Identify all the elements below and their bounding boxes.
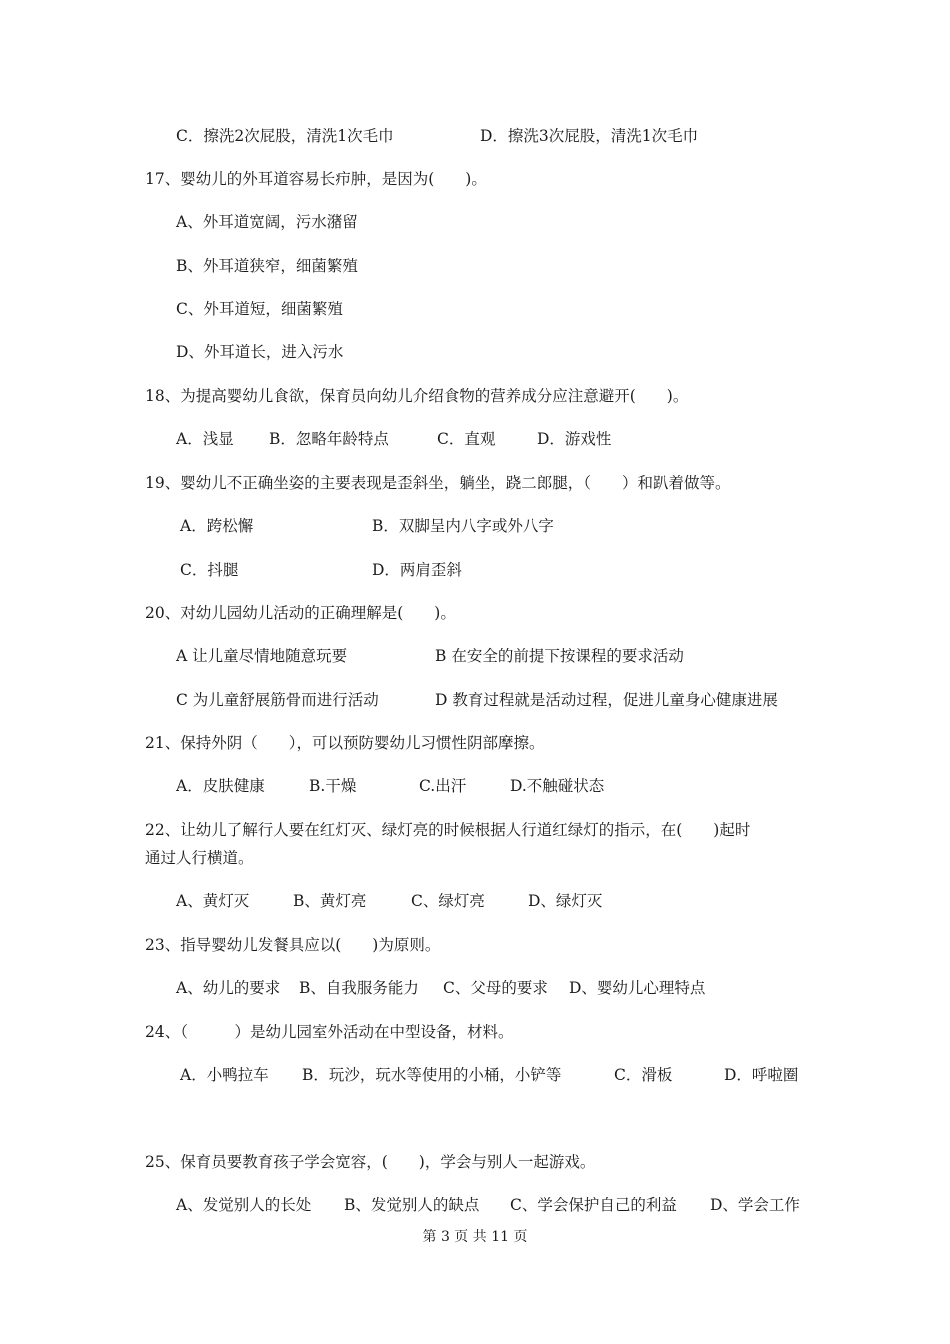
- option-c: C．直观: [437, 430, 496, 448]
- option-a: A、黄灯灭: [176, 892, 250, 910]
- option-a: A、发觉别人的长处: [176, 1196, 312, 1214]
- question-19: 19、婴幼儿不正确坐姿的主要表现是歪斜坐，躺坐，跷二郎腿，（ ）和趴着做等。: [145, 474, 731, 492]
- question-25: 25、保育员要教育孩子学会宽容，( )，学会与别人一起游戏。: [145, 1153, 596, 1171]
- option-b: B．双脚呈内八字或外八字: [372, 517, 554, 535]
- option-a: A．小鸭拉车: [180, 1066, 269, 1084]
- option-d: D、婴幼儿心理特点: [569, 979, 706, 997]
- option-d: D．游戏性: [537, 430, 612, 448]
- option-c: C．滑板: [614, 1066, 673, 1084]
- question-20: 20、对幼儿园幼儿活动的正确理解是( )。: [145, 604, 456, 622]
- option-d: D．两肩歪斜: [372, 561, 462, 579]
- option-a: A．浅显: [176, 430, 234, 448]
- question-17: 17、婴幼儿的外耳道容易长疖肿，是因为( )。: [145, 170, 487, 188]
- option-b: B．忽略年龄特点: [269, 430, 389, 448]
- option-b: B、外耳道狭窄，细菌繁殖: [176, 257, 358, 275]
- option-c: C．抖腿: [180, 561, 239, 579]
- question-18: 18、为提高婴幼儿食欲，保育员向幼儿介绍食物的营养成分应注意避开( )。: [145, 387, 689, 405]
- question-23: 23、指导婴幼儿发餐具应以( )为原则。: [145, 936, 441, 954]
- option-d: D、外耳道长，进入污水: [176, 343, 344, 361]
- option-c: C、绿灯亮: [411, 892, 485, 910]
- option-b: B、发觉别人的缺点: [344, 1196, 480, 1214]
- option-a: A、幼儿的要求: [176, 979, 281, 997]
- option-d: D 教育过程就是活动过程，促进儿童身心健康进展: [435, 691, 778, 709]
- option-a: A．跨松懈: [180, 517, 254, 535]
- question-24: 24、（ ）是幼儿园室外活动在中型设备，材料。: [145, 1023, 514, 1041]
- option-b: B、自我服务能力: [299, 979, 419, 997]
- option-a: A、外耳道宽阔，污水潴留: [176, 213, 358, 231]
- option-b: B.干燥: [309, 777, 357, 795]
- page-number: 第 3 页 共 11 页: [422, 1229, 528, 1245]
- option-c: C、父母的要求: [443, 979, 548, 997]
- option-d: D、学会工作: [710, 1196, 800, 1214]
- option-d: D．呼啦圈: [724, 1066, 799, 1084]
- option-d: D.不触碰状态: [510, 777, 605, 795]
- option-c: C、外耳道短，细菌繁殖: [176, 300, 343, 318]
- option-b: B 在安全的前提下按课程的要求活动: [435, 647, 684, 665]
- option-c: C.出汗: [419, 777, 467, 795]
- option-c: C 为儿童舒展筋骨而进行活动: [176, 691, 379, 709]
- option-d: D．擦洗3次屁股，清洗1次毛巾: [480, 127, 699, 145]
- option-b: B、黄灯亮: [293, 892, 367, 910]
- option-d: D、绿灯灭: [528, 892, 603, 910]
- option-a: A 让儿童尽情地随意玩要: [176, 647, 348, 665]
- option-b: B．玩沙，玩水等使用的小桶，小铲等: [302, 1066, 562, 1084]
- question-22-cont: 通过人行横道。: [145, 849, 254, 867]
- question-22: 22、让幼儿了解行人要在红灯灭、绿灯亮的时候根据人行道红绿灯的指示，在( )起时: [145, 821, 751, 839]
- option-c: C．擦洗2次屁股，清洗1次毛巾: [176, 127, 394, 145]
- option-c: C、学会保护自己的利益: [510, 1196, 677, 1214]
- question-21: 21、保持外阴（ ），可以预防婴幼儿习惯性阴部摩擦。: [145, 734, 545, 752]
- option-a: A．皮肤健康: [176, 777, 265, 795]
